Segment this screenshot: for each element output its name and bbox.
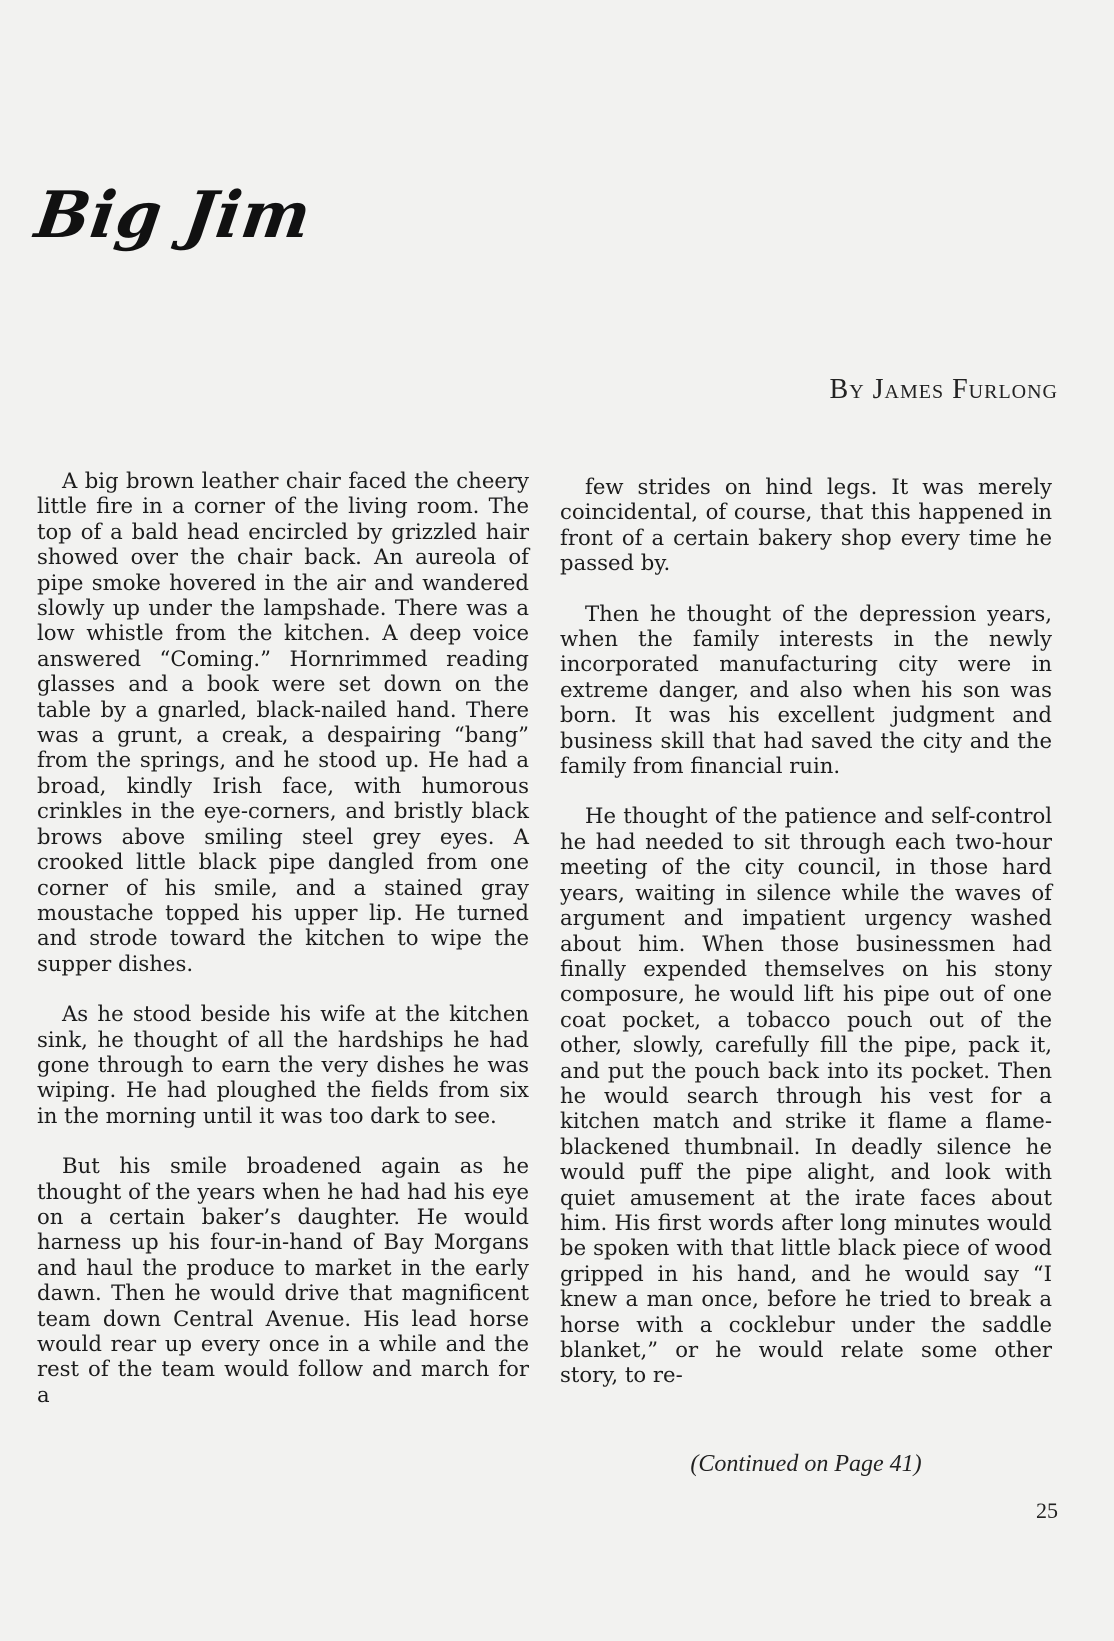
story-title: Big Jim bbox=[30, 178, 317, 253]
page-number: 25 bbox=[1036, 1498, 1058, 1523]
paragraph: He thought of the patience and self-control he had needed to sit through each two-hour meeting of the city council, in those hard years, waiting in silence while the waves of argument and impatient urgency washed about him. When those businessmen had finally expended themselves on his stony composure, he would lift his pipe out of one coat pocket, a tobacco pouch out of the other, slowly, carefully fill the pipe, pack it, and put the pouch back into its pocket. Then he would search through his vest for a kitchen match and strike it flame a flame-blackened thumbnail. In deadly silence he would puff the pipe alight, and look with quiet amusement at the irate faces about him. His first words after long minutes would be spoken with that little black piece of wood gripped in his hand, and he would say “I knew a man once, before he tried to break a horse with a cocklebur under the saddle blanket,” or he would relate some other story, to re- bbox=[560, 803, 1052, 1388]
paragraph: A big brown leather chair faced the cheery little fire in a corner of the living room. The top of a bald head encircled by grizzled hair showed over the chair back. An aureola of pipe smoke hovered in the air and wandered slowly up under the lampshade. There was a low whistle from the kitchen. A deep voice answered “Coming.” Hornrimmed reading glasses and a book were set down on the table by a gnarled, black-nailed hand. There was a grunt, a creak, a despairing “bang” from the springs, and he stood up. He had a broad, kindly Irish face, with humorous crinkles in the eye-corners, and bristly black brows above smiling steel grey eyes. A crooked little black pipe dangled from one corner of his smile, and a stained gray moustache topped his upper lip. He turned and strode toward the kitchen to wipe the supper dishes. bbox=[37, 468, 529, 976]
continued-note: (Continued on Page 41) bbox=[690, 1451, 922, 1477]
left-column bbox=[37, 468, 529, 1432]
right-column bbox=[560, 474, 1052, 1413]
paragraph: But his smile broadened again as he thought of the years when he had had his eye on a certain baker’s daughter. He would harness up his four-in-hand of Bay Morgans and haul the produce to market in the early dawn. Then he would drive that magnificent team down Central Avenue. His lead horse would rear up every once in a while and the rest of the team would follow and march for a bbox=[37, 1153, 529, 1407]
author-byline: By James Furlong bbox=[829, 374, 1058, 405]
paragraph: few strides on hind legs. It was merely coincidental, of course, that this happened in front of a certain bakery shop every time he passed by. bbox=[560, 474, 1052, 576]
paragraph: Then he thought of the depression years, when the family interests in the newly incorporated manufacturing city were in extreme danger, and also when his son was born. It was his excellent judgment and business skill that had saved the city and the family from financial ruin. bbox=[560, 600, 1052, 779]
paragraph: As he stood beside his wife at the kitchen sink, he thought of all the hardships he had gone through to earn the very dishes he was wiping. He had ploughed the fields from six in the morning until it was too dark to see. bbox=[37, 1001, 529, 1128]
